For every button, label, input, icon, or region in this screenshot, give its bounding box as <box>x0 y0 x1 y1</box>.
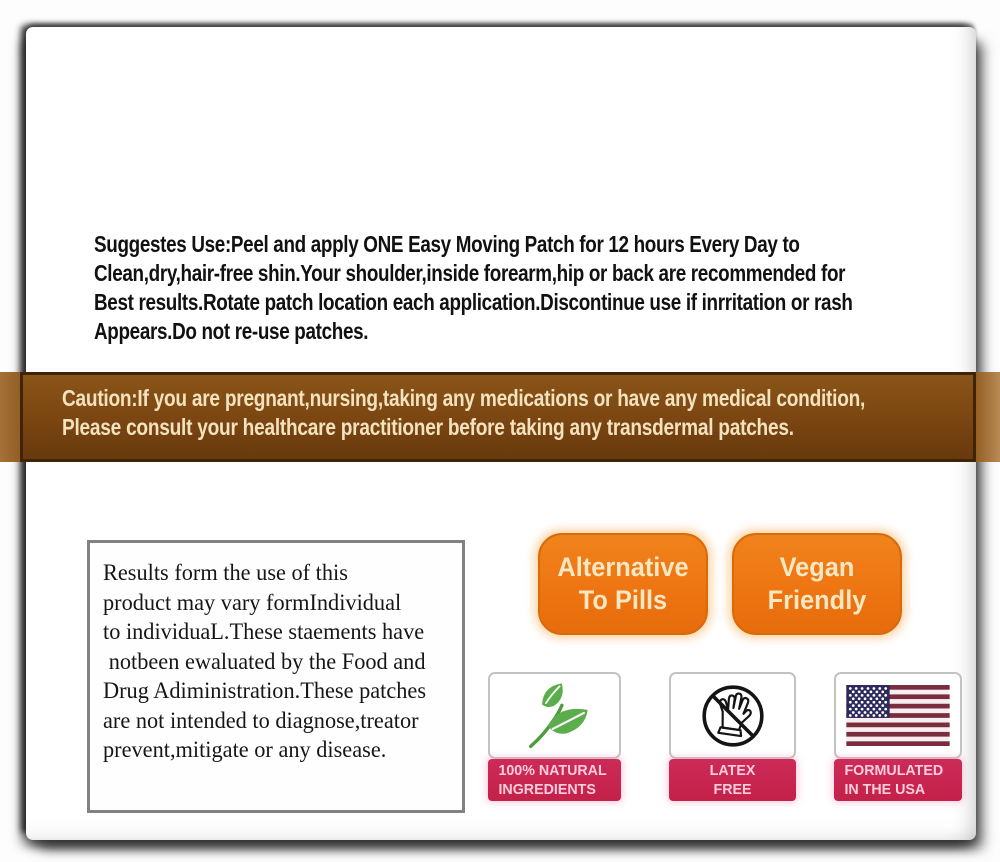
caution-line: Caution:If you are pregnant,nursing,taking any medications or have any medical condition, <box>62 385 866 411</box>
cert-card-natural-ingredients <box>488 672 621 801</box>
suggested-use-line: Appears.Do not re-use patches. <box>94 318 369 344</box>
cert-art <box>834 672 962 759</box>
cert-label-line: FREE <box>713 781 752 798</box>
caution-banner-inner <box>20 372 976 462</box>
cert-art <box>669 672 796 759</box>
badge-alternative-to-pills <box>538 533 708 635</box>
disclaimer-line: notbeen ewaluated by the Food and <box>108 648 426 675</box>
usa-flag-icon <box>846 685 950 746</box>
disclaimer-line: prevent,mitigate or any disease. <box>103 737 387 763</box>
suggested-use-line: Suggestes Use:Peel and apply ONE Easy Moving Patch for 12 hours Every Day to <box>94 231 800 257</box>
latex-free-glove-icon <box>697 680 769 752</box>
disclaimer-line: product may vary formIndividual <box>103 589 402 616</box>
cert-card-formulated-usa <box>834 672 962 801</box>
cert-ribbon <box>669 759 796 801</box>
cert-ribbon <box>834 759 962 801</box>
caution-banner <box>0 372 1000 462</box>
badge-line: Alternative <box>557 552 689 582</box>
cert-label-line: FORMULATED <box>844 762 944 779</box>
cert-ribbon <box>488 759 621 801</box>
cert-label-line: LATEX <box>709 762 756 779</box>
caution-line: Please consult your healthcare practitioner before taking any transdermal patches. <box>62 414 794 440</box>
badge-vegan-friendly <box>732 533 902 635</box>
leaf-icon <box>517 678 593 754</box>
disclaimer-line: to individuaL.These staements have <box>103 619 425 645</box>
cert-card-latex-free <box>669 672 796 801</box>
badge-line: Vegan <box>779 552 855 582</box>
disclaimer-box <box>87 540 465 813</box>
cert-label-line: 100% NATURAL <box>498 762 607 779</box>
disclaimer-line: are not intended to diagnose,treator <box>103 707 419 734</box>
badge-line: To Pills <box>578 585 668 615</box>
cert-label-line: IN THE USA <box>844 781 926 798</box>
cert-label-line: INGREDIENTS <box>498 781 596 798</box>
suggested-use-text <box>94 230 994 346</box>
badge-line: Friendly <box>767 585 867 615</box>
cert-art <box>488 672 621 759</box>
disclaimer-line: Drug Adiministration.These patches <box>103 678 427 704</box>
suggested-use-line: Best results.Rotate patch location each application.Discontinue use if inrritation or rash <box>94 289 853 315</box>
suggested-use-line: Clean,dry,hair-free shin.Your shoulder,inside forearm,hip or back are recommended for <box>94 260 846 286</box>
disclaimer-line: Results form the use of this <box>103 560 348 586</box>
